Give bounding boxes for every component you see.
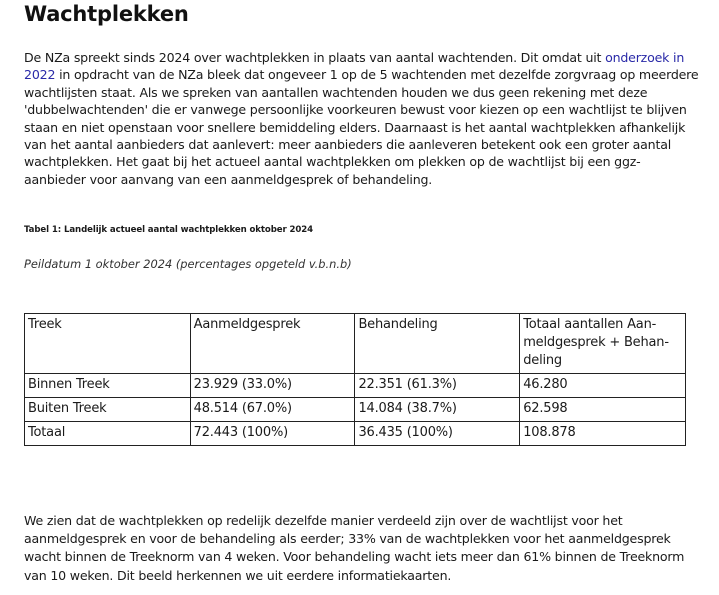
intro-paragraph	[24, 49, 699, 188]
table-cell: Totaal	[25, 422, 191, 446]
header-cell-aanmeldgesprek: Aanmeldgesprek	[190, 314, 355, 374]
table-cell: 108.878	[520, 422, 686, 446]
table-header-row	[25, 314, 686, 374]
table-cell: 36.435 (100%)	[355, 422, 520, 446]
table-row	[25, 422, 686, 446]
table-caption: Tabel 1: Landelijk actueel aantal wachtplekken oktober 2024	[24, 225, 314, 235]
wachtplekken-table	[24, 313, 686, 446]
table-cell: 23.929 (33.0%)	[190, 374, 355, 398]
table-cell: 48.514 (67.0%)	[190, 398, 355, 422]
table-cell: 72.443 (100%)	[190, 422, 355, 446]
table-cell: 62.598	[520, 398, 686, 422]
peildatum-note: Peildatum 1 oktober 2024 (percentages opgeteld v.b.n.b)	[24, 257, 352, 271]
table-cell: 14.084 (38.7%)	[355, 398, 520, 422]
header-cell-behandeling: Behandeling	[355, 314, 520, 374]
table-row	[25, 398, 686, 422]
table-cell: 46.280	[520, 374, 686, 398]
header-cell-treek: Treek	[25, 314, 191, 374]
intro-text-after-link: in opdracht van de NZa bleek dat ongeveer 1 op de 5 wachtenden met dezelfde zorgvraag op meerdere wachtlijsten staat. Als we spreken van aantallen wachtenden houden we dus geen rekening met deze 'dubbelwachtenden' die er vanwege persoonlijke voorkeuren bewust voor kiezen op een wachtlijst te blijven staan en niet openstaan voor snellere bemiddeling elders. Daarnaast is het aantal wachtplekken afhankelijk van het aantal aanbieders dat aanlevert: meer aanbieders die aanleveren betekent ook een groter aantal wachtplekken. Het gaat bij het actueel aantal wachtplekken om plekken op de wachtlijst bij een ggz-aanbieder voor aanvang van een aanmeldgesprek of behandeling.	[24, 67, 699, 187]
table-cell: Binnen Treek	[25, 374, 191, 398]
table-row	[25, 374, 686, 398]
intro-text-before-link: De NZa spreekt sinds 2024 over wachtplekken in plaats van aantal wachtenden. Dit omdat uit	[24, 50, 606, 65]
header-cell-totaal: Totaal aantallen Aan-meldgesprek + Behan-deling	[520, 314, 686, 374]
page-title: Wachtplekken	[24, 2, 189, 26]
table-cell: 22.351 (61.3%)	[355, 374, 520, 398]
onderzoek-link[interactable]: onderzoek in 2022	[24, 50, 685, 83]
table-cell: Buiten Treek	[25, 398, 191, 422]
conclusion-paragraph: We zien dat de wachtplekken op redelijk dezelfde manier verdeeld zijn over de wachtlijst voor het aanmeldgesprek en voor de behandeling als eerder; 33% van de wachtplekken voor het aanmeldgesprek wacht binnen de Treeknorm van 4 weken. Voor behandeling wacht iets meer dan 61% binnen de Treeknorm van 10 weken. Dit beeld herkennen we uit eerdere informatiekaarten.	[24, 513, 685, 583]
